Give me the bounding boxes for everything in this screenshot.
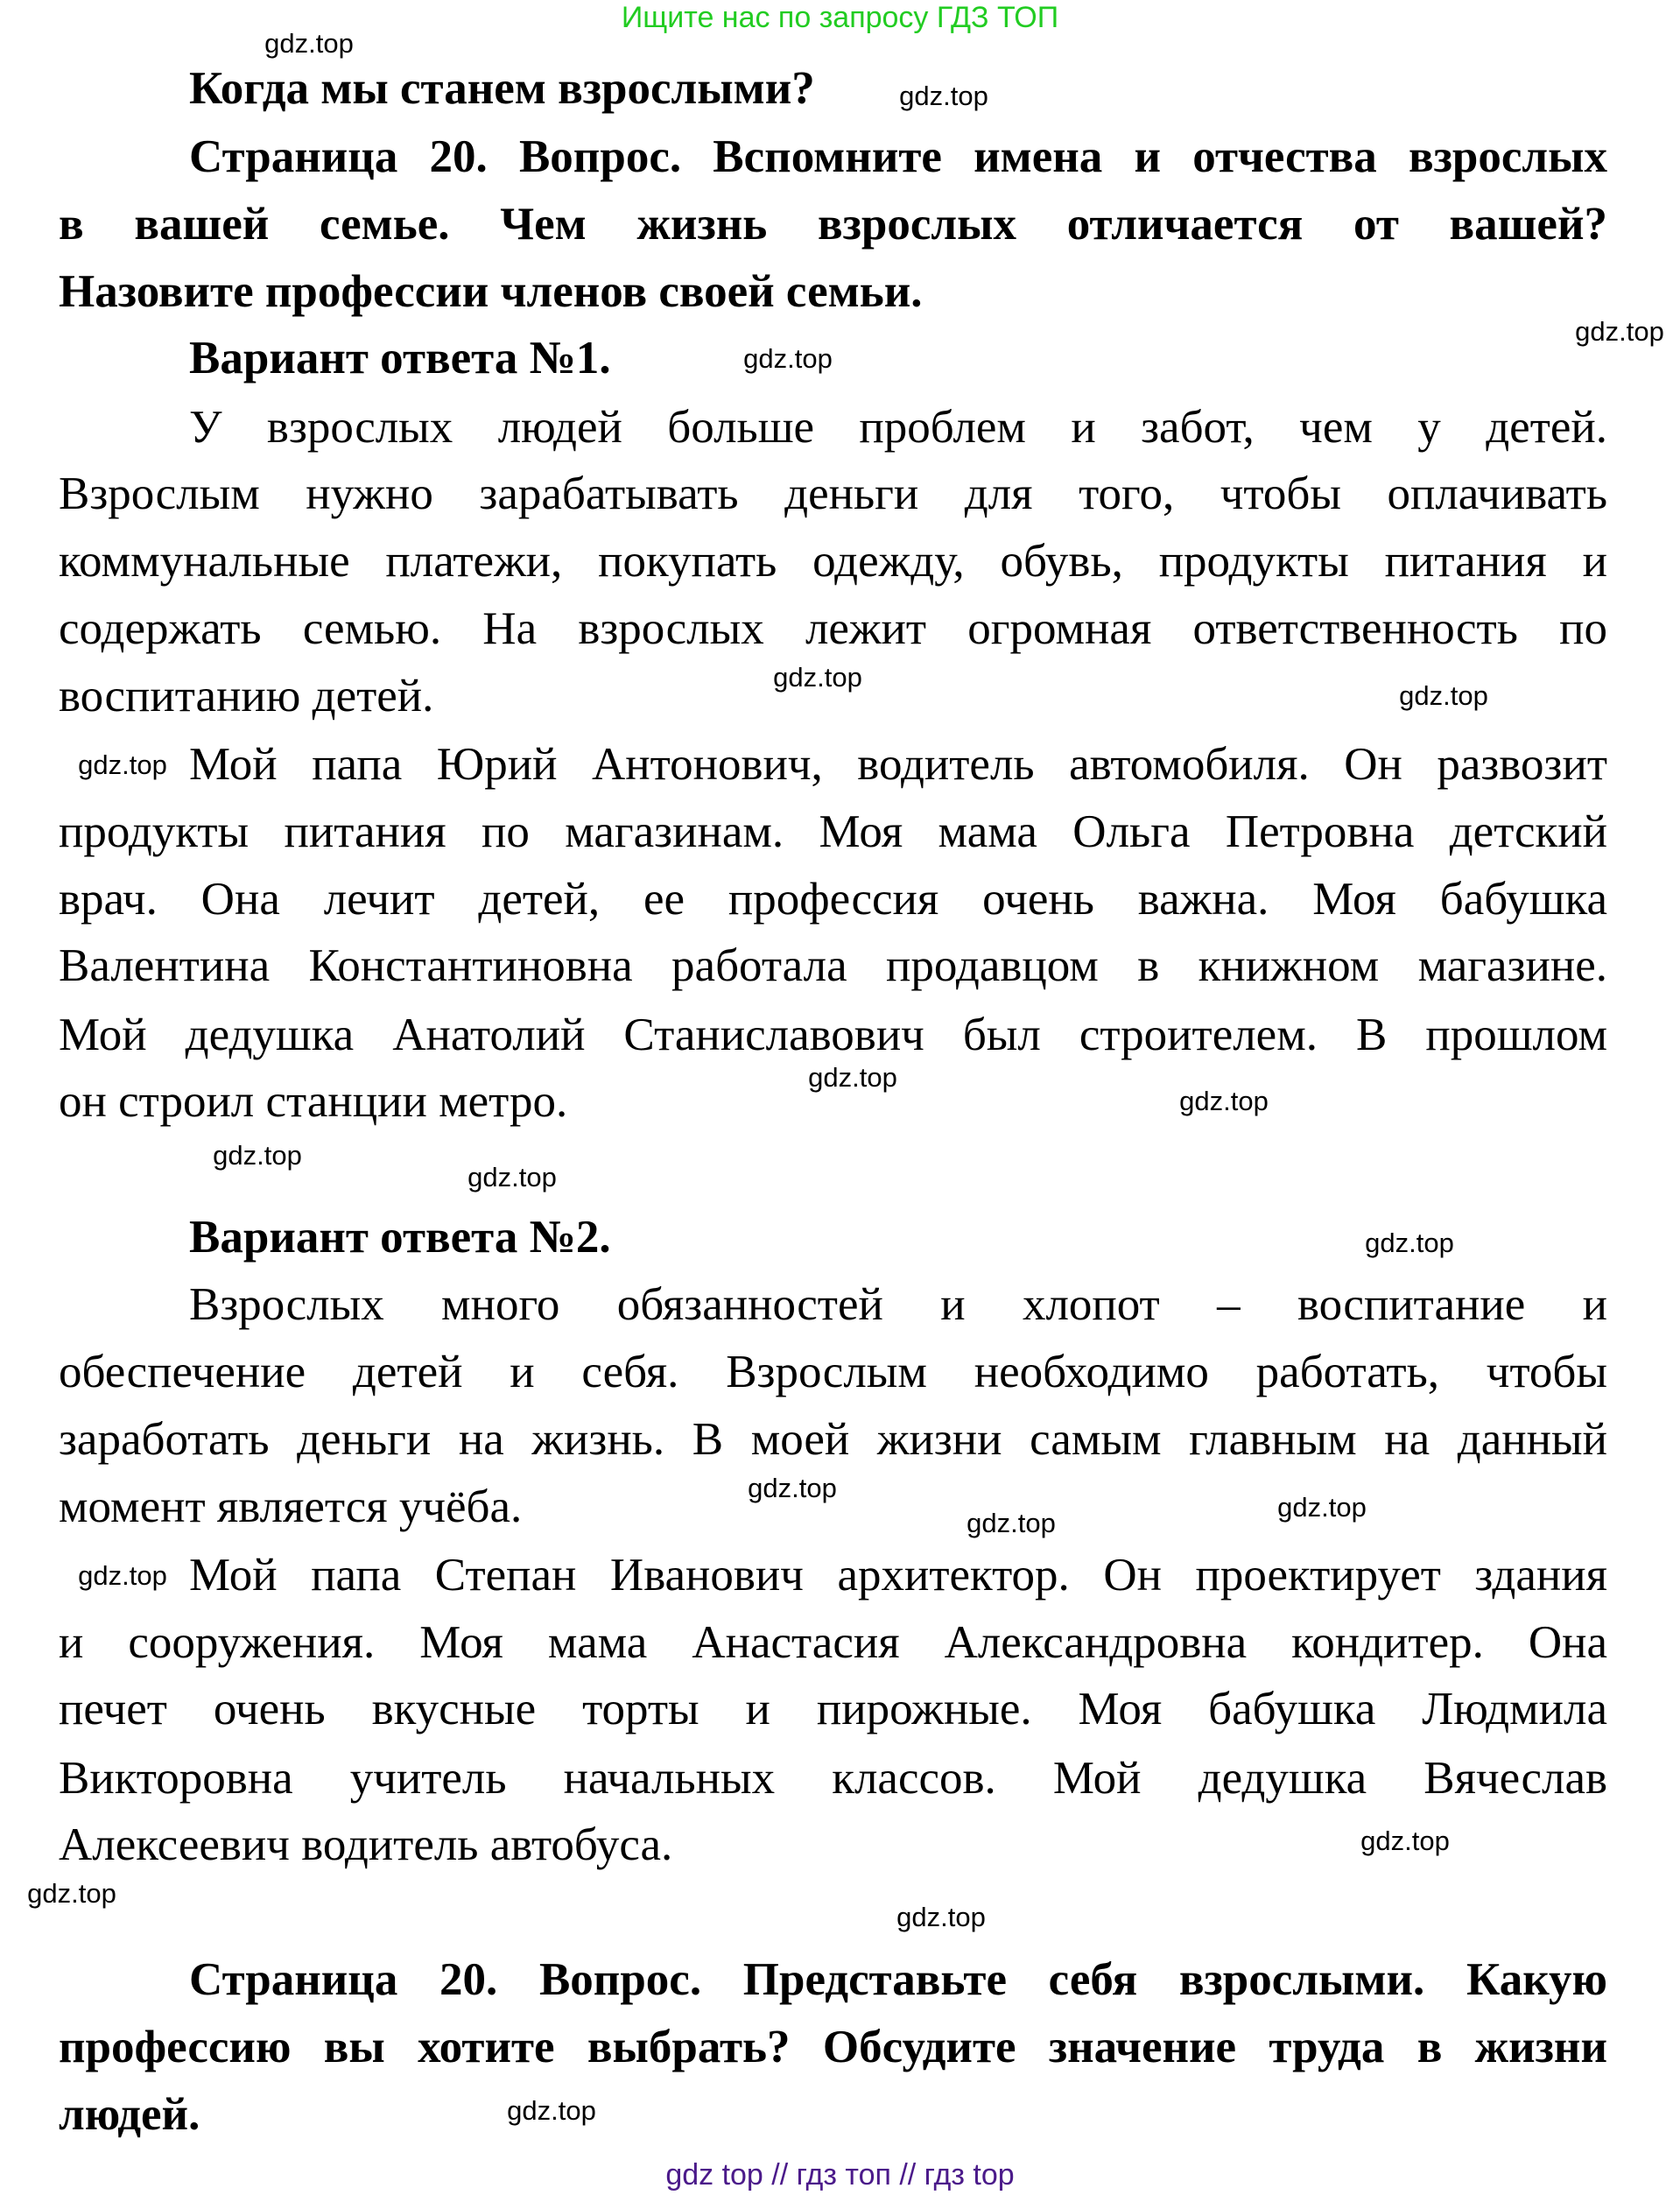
watermark: gdz.top	[773, 662, 862, 693]
text-line: печет очень вкусные торты и пирожные. Моя бабушка Людмила	[59, 1684, 1607, 1734]
watermark: gdz.top	[743, 343, 833, 374]
text-line: Взрослых много обязанностей и хлопот – воспитание и	[189, 1279, 1607, 1330]
text-line: Мой дедушка Анатолий Станиславович был строителем. В прошлом	[59, 1010, 1607, 1060]
watermark: gdz.top	[1179, 1086, 1269, 1116]
text-line: Алексеевич водитель автобуса.	[59, 1819, 673, 1870]
text-line: содержать семью. На взрослых лежит огромная ответственность по	[59, 603, 1607, 654]
text-line: заработать деньги на жизнь. В моей жизни самым главным на данный	[59, 1414, 1607, 1465]
watermark: gdz.top	[507, 2095, 596, 2126]
watermark: gdz.top	[1360, 1826, 1450, 1856]
watermark: gdz.top	[467, 1162, 557, 1192]
watermark: gdz.top	[78, 749, 167, 780]
variant-heading: Вариант ответа №1.	[189, 333, 611, 383]
watermark: gdz.top	[967, 1508, 1056, 1538]
page-title: Когда мы станем взрослыми?	[189, 63, 815, 114]
text-line: Мой папа Юрий Антонович, водитель автомобиля. Он развозит	[189, 739, 1607, 790]
text-line: врач. Она лечит детей, ее профессия очень важна. Моя бабушка	[59, 874, 1607, 925]
watermark: gdz.top	[27, 1878, 116, 1909]
footer-banner[interactable]: gdz top // гдз топ // гдз top	[665, 2158, 1015, 2191]
text-line: он строил станции метро.	[59, 1076, 568, 1127]
watermark: gdz.top	[896, 1902, 986, 1932]
question-line: Страница 20. Вопрос. Представьте себя взрослыми. Какую	[189, 1954, 1607, 2005]
question-line: Страница 20. Вопрос. Вспомните имена и отчества взрослых	[189, 131, 1607, 182]
header-banner[interactable]: Ищите нас по запросу ГДЗ ТОП	[621, 1, 1059, 34]
text-line: Мой папа Степан Иванович архитектор. Он проектирует здания	[189, 1550, 1607, 1601]
watermark: gdz.top	[808, 1062, 897, 1093]
watermark: gdz.top	[78, 1560, 167, 1591]
text-line: продукты питания по магазинам. Моя мама Ольга Петровна детский	[59, 806, 1607, 857]
text-line: коммунальные платежи, покупать одежду, обувь, продукты питания и	[59, 536, 1607, 587]
text-line: Викторовна учитель начальных классов. Мой дедушка Вячеслав	[59, 1753, 1607, 1804]
watermark: gdz.top	[748, 1473, 837, 1503]
question-line: Назовите профессии членов своей семьи.	[59, 266, 923, 317]
watermark: gdz.top	[1365, 1228, 1454, 1258]
watermark: gdz.top	[1575, 316, 1664, 347]
question-line: профессию вы хотите выбрать? Обсудите значение труда в жизни	[59, 2022, 1607, 2072]
watermark: gdz.top	[1399, 680, 1488, 711]
variant-heading: Вариант ответа №2.	[189, 1212, 611, 1263]
watermark: gdz.top	[899, 81, 988, 111]
text-line: обеспечение детей и себя. Взрослым необходимо работать, чтобы	[59, 1347, 1607, 1397]
question-line: людей.	[59, 2089, 200, 2140]
watermark: gdz.top	[213, 1140, 302, 1171]
watermark: gdz.top	[264, 28, 354, 59]
text-line: и сооружения. Моя мама Анастасия Александровна кондитер. Она	[59, 1617, 1607, 1668]
text-line: Взрослым нужно зарабатывать деньги для того, чтобы оплачивать	[59, 468, 1607, 519]
text-line: момент является учёба.	[59, 1481, 523, 1532]
text-line: У взрослых людей больше проблем и забот, чем у детей.	[189, 402, 1607, 453]
text-line: воспитанию детей.	[59, 671, 434, 721]
question-line: в вашей семье. Чем жизнь взрослых отличается от вашей?	[59, 199, 1607, 250]
watermark: gdz.top	[1277, 1492, 1367, 1523]
text-line: Валентина Константиновна работала продавцом в книжном магазине.	[59, 940, 1607, 991]
